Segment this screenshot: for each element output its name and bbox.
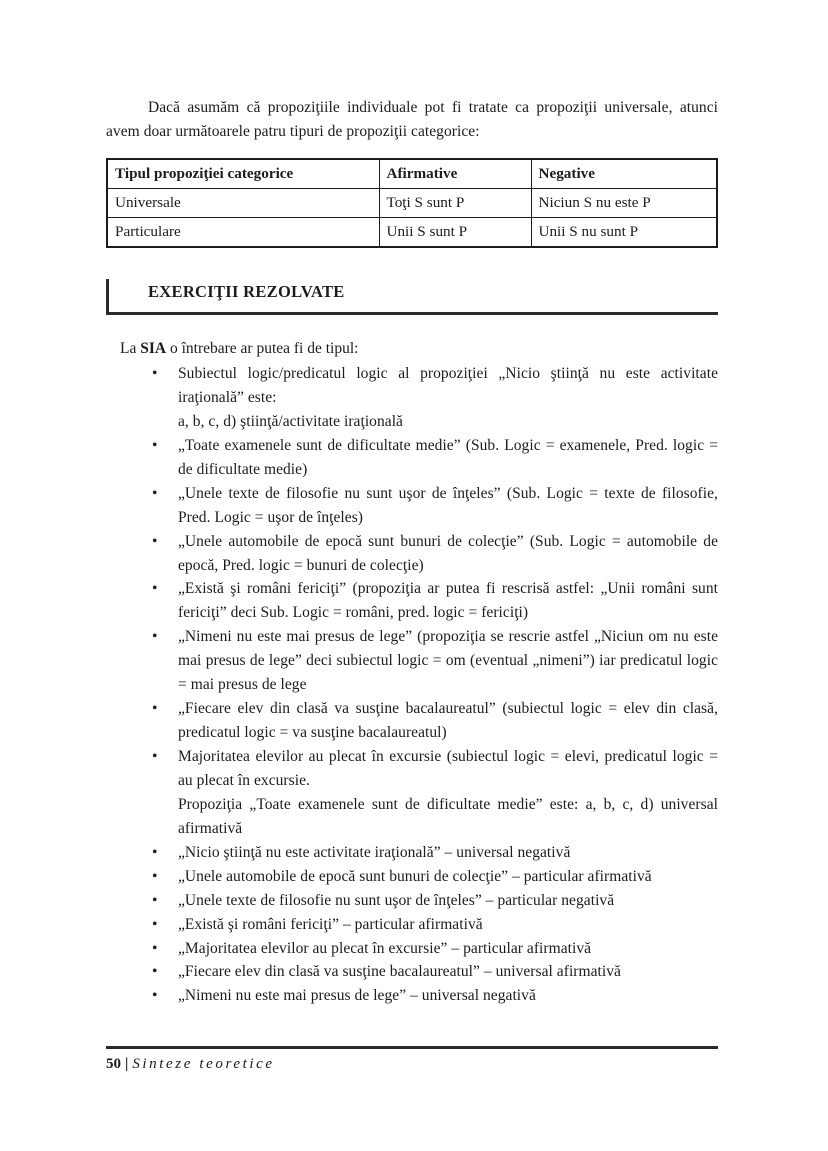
list-item-text: „Unele texte de filosofie nu sunt uşor de înţeles” (Sub. Logic = texte de filosofie, Pred. Logic = uşor de înţeles) (178, 484, 718, 526)
list-item-text: „Nimeni nu este mai presus de lege” (propoziţia se rescrie astfel „Niciun om nu este mai presus de lege” deci subiectul logic = om (eventual „nimeni”) iar predicatul logic = mai presus de lege (178, 628, 718, 694)
list-item-text: „Unele automobile de epocă sunt bunuri de colecţie” – particular afirmativă (178, 867, 652, 885)
list-item-text: „Unele texte de filosofie nu sunt uşor de înţeles” – particular negativă (178, 891, 615, 909)
list-item-text: „Există şi români fericiţi” – particular afirmativă (178, 915, 483, 933)
list-item (106, 362, 718, 410)
footer-line (106, 1056, 718, 1073)
section-title: EXERCIŢII REZOLVATE (148, 282, 345, 302)
list-item-text: „Nimeni nu este mai presus de lege” – universal negativă (178, 987, 536, 1005)
table-row (107, 189, 717, 218)
table-cell: Unii S sunt P (379, 218, 531, 248)
categorical-propositions-table (106, 158, 718, 248)
bullet-marker: • (152, 963, 158, 981)
list-item-text: „Unele automobile de epocă sunt bunuri de colecţie” (Sub. Logic = automobile de epocă, Pred. logic = bunuri de colecţie) (178, 532, 718, 574)
bullet-marker: • (152, 436, 158, 454)
list-item (106, 889, 718, 913)
section-header (106, 279, 718, 319)
list-item-text: „Există şi români fericiţi” (propoziţia ar putea fi rescrisă astfel: „Unii români sunt fericiţi” deci Sub. Logic = români, pred. logic = fericiţi) (178, 580, 718, 622)
bullet-marker: • (152, 867, 158, 885)
list-item-text: Subiectul logic/predicatul logic al propoziţiei „Nicio ştiinţă nu este activitate iraţională” este: (178, 365, 718, 406)
lead-after: o întrebare ar putea fi de tipul: (166, 340, 359, 358)
table-cell: Unii S nu sunt P (531, 218, 717, 248)
list-item (106, 937, 718, 961)
list-item (106, 913, 718, 937)
table-header-row (107, 159, 717, 189)
section-header-rule (106, 312, 718, 315)
bullet-marker: • (152, 748, 158, 766)
list-item (106, 482, 718, 530)
list-item (106, 984, 718, 1008)
bullet-marker: • (152, 532, 158, 550)
exercises-list (106, 362, 718, 1008)
footer-title: Sinteze teoretice (132, 1056, 275, 1072)
bullet-marker: • (152, 628, 158, 646)
table-header-cell: Afirmative (379, 159, 531, 189)
list-item-text: „Majoritatea elevilor au plecat în excursie” – particular afirmativă (178, 939, 592, 957)
table-cell: Particulare (107, 218, 379, 248)
table-header-cell: Negative (531, 159, 717, 189)
list-item (106, 865, 718, 889)
lead-bold-term: SIA (140, 340, 167, 358)
table-row (107, 218, 717, 248)
footer-separator: | (125, 1056, 129, 1072)
list-item (106, 530, 718, 578)
bullet-marker: • (152, 843, 158, 861)
bullet-marker: • (152, 580, 158, 598)
lead-before: La (120, 340, 141, 358)
bullet-marker: • (152, 891, 158, 909)
list-item (106, 841, 718, 865)
list-item (106, 625, 718, 697)
bullet-marker: • (152, 484, 158, 502)
intro-paragraph: Dacă asumăm că propoziţiile individuale pot fi tratate ca propoziţii universale, atunci avem doar următoarele patru tipuri de propoziţii categorice: (106, 99, 718, 141)
bullet-marker: • (152, 987, 158, 1005)
list-item (106, 577, 718, 625)
lead-line (106, 337, 718, 361)
section-header-vertical-bar (106, 279, 109, 313)
page-number: 50 (106, 1056, 121, 1072)
table-cell: Universale (107, 189, 379, 218)
list-item-text: „Nicio ştiinţă nu este activitate iraţională” – universal negativă (178, 843, 571, 861)
list-item-text: Propoziţia „Toate examenele sunt de dificultate medie” este: a, b, c, d) universal afirmativă (178, 795, 718, 837)
list-item-text: „Fiecare elev din clasă va susţine bacalaureatul” (subiectul logic = elev din clasă, predicatul logic = va susţine bacalaureatul) (178, 700, 718, 742)
list-item-text: „Toate examenele sunt de dificultate medie” (Sub. Logic = examenele, Pred. logic = de dificultate medie) (178, 436, 718, 478)
table-cell: Niciun S nu este P (531, 189, 717, 218)
table-header-cell: Tipul propoziţiei categorice (107, 159, 379, 189)
list-item-text: a, b, c, d) ştiinţă/activitate iraţională (178, 412, 403, 430)
list-item (106, 793, 718, 841)
list-item (106, 410, 718, 434)
bullet-marker: • (152, 365, 158, 383)
list-item-text: Majoritatea elevilor au plecat în excursie (subiectul logic = elevi, predicatul logic = au plecat în excursie. (178, 748, 718, 789)
page-content (106, 96, 718, 1008)
bullet-marker: • (152, 700, 158, 718)
page-footer (106, 1046, 718, 1073)
list-item (106, 745, 718, 793)
bullet-marker: • (152, 939, 158, 957)
list-item-text: „Fiecare elev din clasă va susţine bacalaureatul” – universal afirmativă (178, 963, 621, 981)
list-item (106, 697, 718, 745)
footer-rule (106, 1046, 718, 1049)
bullet-marker: • (152, 915, 158, 933)
table-cell: Toţi S sunt P (379, 189, 531, 218)
list-item (106, 960, 718, 984)
list-item (106, 434, 718, 482)
